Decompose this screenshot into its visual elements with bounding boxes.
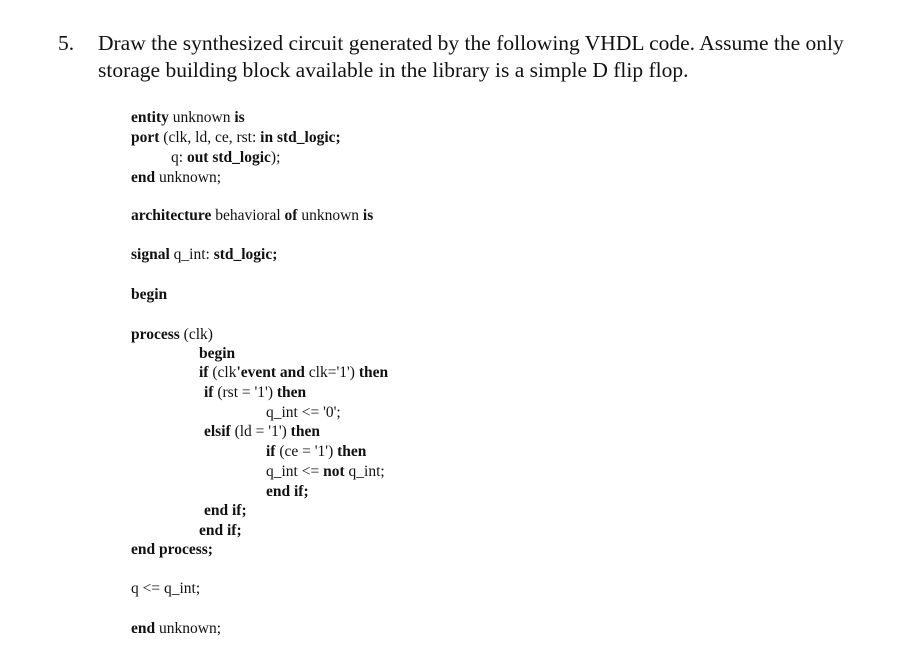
code-text: (ce = '1') <box>275 443 338 460</box>
code-line <box>171 148 280 167</box>
code-keyword: port <box>131 129 160 146</box>
code-line <box>199 363 388 382</box>
code-text: unknown <box>297 207 363 224</box>
question-text: Draw the synthesized circuit generated by the following VHDL code. Assume the only storage building block available in the library is a simple D flip flop. <box>98 31 844 82</box>
code-line <box>131 325 213 344</box>
code-line <box>131 206 373 225</box>
code-keyword: then <box>358 364 389 381</box>
code-keyword: if <box>266 443 276 460</box>
code-keyword: elsif <box>204 423 231 440</box>
code-line <box>266 462 385 481</box>
code-text: (rst = '1') <box>213 384 277 401</box>
code-text: q_int: <box>169 246 214 263</box>
code-keyword: begin <box>131 286 168 303</box>
code-keyword: then <box>337 443 367 460</box>
code-text: unknown; <box>155 620 221 637</box>
code-keyword: then <box>276 384 307 401</box>
code-keyword: not <box>323 463 345 480</box>
code-keyword: signal <box>131 246 170 263</box>
code-line <box>131 128 341 147</box>
code-line <box>204 422 320 441</box>
code-keyword: process <box>131 326 180 343</box>
code-keyword: end <box>131 169 156 186</box>
code-text: unknown <box>168 109 235 126</box>
code-keyword: entity <box>131 109 169 126</box>
code-line <box>266 442 366 461</box>
code-keyword: std_logic; <box>213 246 278 263</box>
code-text: (clk <box>208 364 237 381</box>
code-line <box>131 579 200 598</box>
code-line <box>131 285 167 304</box>
code-line <box>199 521 242 540</box>
code-keyword: if <box>204 384 214 401</box>
code-text: clk='1') <box>304 364 359 381</box>
code-text: q_int; <box>344 463 385 480</box>
code-line <box>131 168 221 187</box>
code-line <box>131 540 213 559</box>
code-keyword: architecture <box>131 207 212 224</box>
code-text: q_int <= <box>266 463 324 480</box>
code-keyword: begin <box>199 345 236 362</box>
question <box>58 30 878 84</box>
code-text: (ld = '1') <box>230 423 291 440</box>
code-keyword: end if; <box>204 502 247 519</box>
code-keyword: 'event and <box>236 364 305 381</box>
code-text: (clk) <box>179 326 213 343</box>
code-text: q <= q_int; <box>131 580 201 597</box>
code-line <box>266 403 341 422</box>
code-line <box>131 619 221 638</box>
code-text: q_int <= '0'; <box>266 404 341 421</box>
code-keyword: end <box>131 620 156 637</box>
code-keyword: is <box>362 207 374 224</box>
code-line <box>199 344 235 363</box>
code-keyword: end process; <box>131 541 213 558</box>
code-line <box>204 383 306 402</box>
code-keyword: in std_logic; <box>260 129 341 146</box>
code-keyword: if <box>199 364 209 381</box>
code-keyword: of <box>284 207 298 224</box>
code-keyword: is <box>234 109 245 126</box>
code-text: ); <box>270 149 281 166</box>
question-number: 5. <box>58 31 75 55</box>
code-text: (clk, ld, ce, rst: <box>159 129 261 146</box>
code-text: unknown; <box>155 169 221 186</box>
code-line <box>131 108 245 127</box>
code-keyword: end if; <box>266 483 309 500</box>
code-line <box>131 245 277 264</box>
code-line <box>266 482 309 501</box>
code-line <box>204 501 247 520</box>
code-text: behavioral <box>211 207 285 224</box>
code-keyword: then <box>290 423 320 440</box>
code-keyword: end if; <box>199 522 242 539</box>
code-keyword: out std_logic <box>186 149 271 166</box>
code-text: q: <box>171 149 187 166</box>
